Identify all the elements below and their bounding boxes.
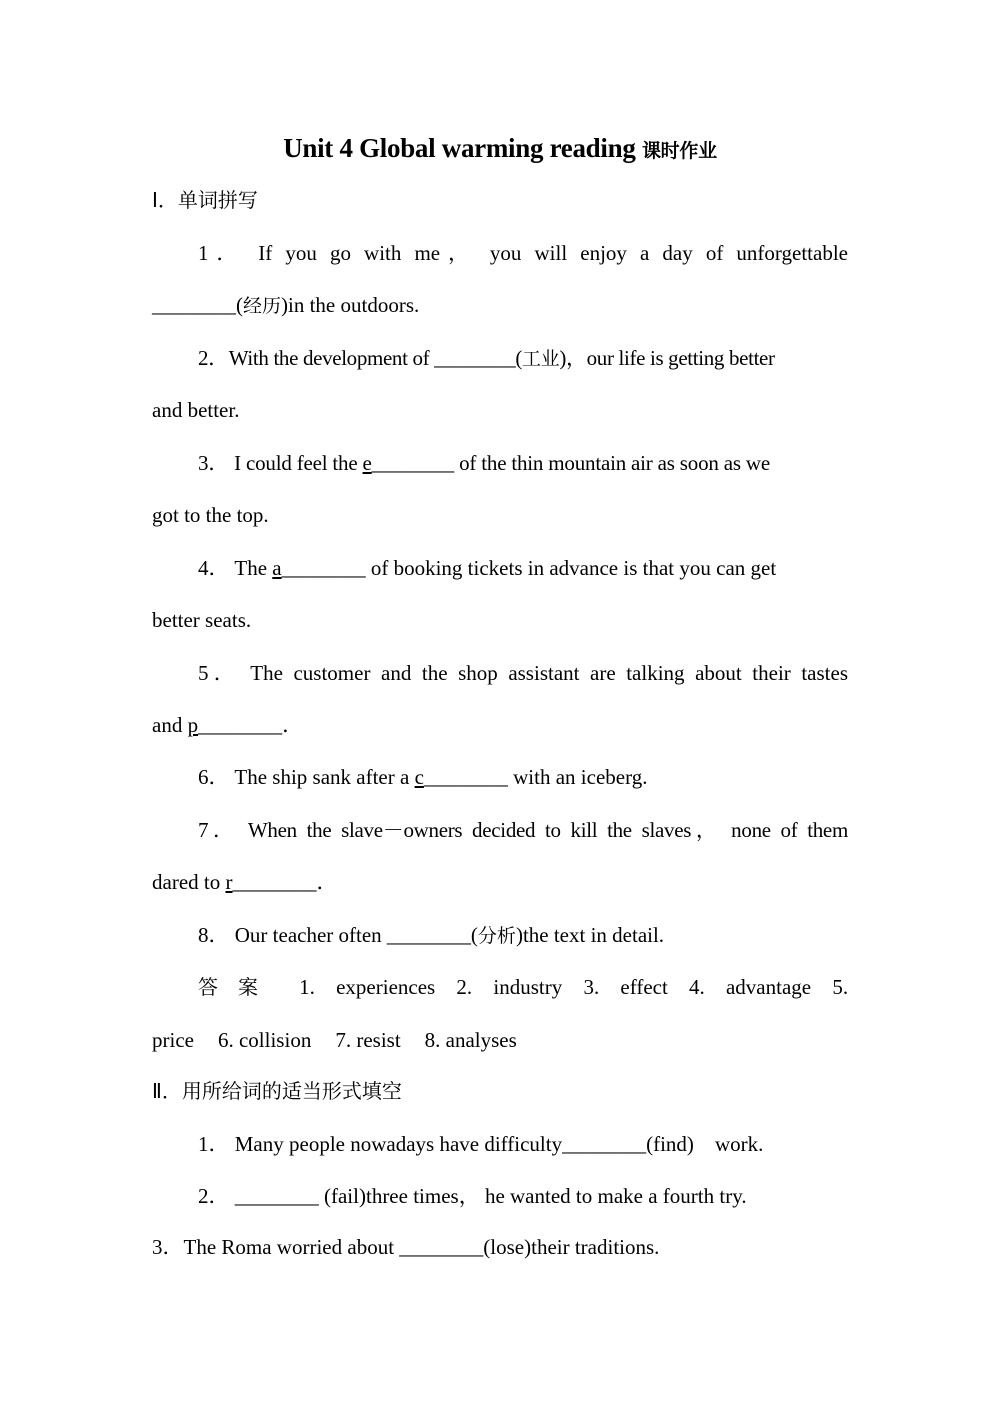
section-2-question-1 [198, 1129, 848, 1159]
hint-close: ) [559, 346, 566, 370]
question-7-line-2 [152, 867, 848, 897]
question-2-post: ，our life is getting better [566, 346, 775, 370]
hint-cjk: 分析 [477, 925, 516, 947]
question-4-post: of booking tickets in advance is that you can get [365, 556, 777, 580]
s2-question-2-pre: 2． [198, 1184, 235, 1208]
question-3-post: of the thin mountain air as soon as we [454, 451, 770, 475]
answer-blank: ________ [423, 765, 508, 789]
answer-item: 4. advantage [689, 975, 812, 999]
title-text: Unit 4 Global warming reading [283, 133, 636, 163]
answer-blank: ________ [232, 870, 317, 894]
answer-item: 8. analyses [424, 1028, 517, 1052]
answer-blank: ________ [152, 293, 236, 317]
hint-open: ( [515, 346, 523, 370]
question-6-pre: 6． The ship sank after a [198, 765, 415, 789]
question-5-line-1: 5． The customer and the shop assistant are talking about their tastes [198, 661, 848, 685]
question-7-pre: dared to [152, 870, 226, 894]
hint-close: ) [515, 923, 523, 947]
question-4-line-2: better seats. [152, 608, 252, 632]
hint-open: ( [236, 293, 243, 317]
answer-blank: ________ [371, 451, 455, 475]
s2-question-1-post: work. [693, 1132, 764, 1156]
answer-item: 7. resist [335, 1028, 401, 1052]
answers-line-1 [198, 972, 848, 1002]
answer-item: 2. industry [456, 975, 563, 999]
question-2-line-2: and better. [152, 398, 240, 422]
section-2-question-3 [152, 1232, 848, 1262]
initial-letter: r [225, 870, 233, 894]
hint-cjk: 工业 [522, 348, 560, 370]
hint-open: ( [470, 923, 478, 947]
answer-label: 答案 [198, 975, 278, 999]
answer-item: 5. [832, 975, 849, 999]
question-3-line-1 [198, 448, 848, 478]
answer-blank: ________ [434, 346, 516, 370]
initial-letter: c [414, 765, 424, 789]
question-3-pre: 3． I could feel the [198, 451, 363, 475]
answer-blank: ________ [386, 923, 471, 947]
hint-close: ) [281, 293, 289, 317]
answers-line-2 [152, 1025, 848, 1055]
s2-question-2-hint: (fail) [318, 1184, 366, 1208]
question-2-pre: 2．With the development of [198, 346, 435, 370]
s2-question-1-hint: (find) [646, 1132, 694, 1156]
answer-blank: ________ [399, 1235, 484, 1259]
s2-question-3-pre: 3．The Roma worried about [152, 1235, 400, 1259]
s2-question-3-hint: (lose) [483, 1235, 532, 1259]
question-5-line-2 [152, 710, 848, 740]
question-3-line-2: got to the top. [152, 503, 269, 527]
question-6-line-1 [198, 762, 848, 792]
answer-item: 3. effect [583, 975, 668, 999]
answer-item: 1. experiences [299, 975, 436, 999]
question-5-pre: and [152, 713, 188, 737]
initial-letter: a [272, 556, 282, 580]
answer-blank: ________ [562, 1132, 647, 1156]
answer-blank: ________ [234, 1184, 319, 1208]
answer-blank: ________ [198, 713, 283, 737]
answer-blank: ________ [281, 556, 366, 580]
question-4-pre: 4． The [198, 556, 273, 580]
question-7-line-1: 7． When the slave－owners decided to kill the slaves， none of them [198, 818, 848, 842]
page-title [0, 128, 1000, 171]
question-6-post: with an iceberg. [507, 765, 648, 789]
s2-question-3-post: their traditions. [531, 1235, 660, 1259]
initial-letter: e [362, 451, 372, 475]
question-8-post: the text in detail. [522, 923, 665, 947]
title-cjk: 课时作业 [641, 140, 717, 162]
section-1-heading: Ⅰ．单词拼写 [152, 188, 258, 212]
question-5-post: ． [282, 713, 304, 737]
question-1-rest: in the outdoors. [288, 293, 420, 317]
answer-item: 6. collision [217, 1028, 312, 1052]
question-8-pre: 8． Our teacher often [198, 923, 387, 947]
question-1-line-2 [152, 290, 848, 321]
question-2-line-1 [198, 343, 848, 374]
question-8-line-1 [198, 920, 848, 951]
section-2-question-2 [198, 1181, 848, 1211]
question-1-line-1: 1． If you go with me， you will enjoy a day of unforgettable [198, 241, 848, 265]
s2-question-1-pre: 1． Many people nowadays have difficulty [198, 1132, 563, 1156]
s2-question-2-post: three times， he wanted to make a fourth try. [365, 1184, 747, 1208]
answer-item: price [152, 1028, 194, 1052]
initial-letter: p [187, 713, 199, 737]
hint-cjk: 经历 [243, 295, 282, 317]
question-7-post: ． [316, 870, 338, 894]
section-2-heading: Ⅱ．用所给词的适当形式填空 [152, 1079, 402, 1103]
question-4-line-1 [198, 553, 848, 583]
